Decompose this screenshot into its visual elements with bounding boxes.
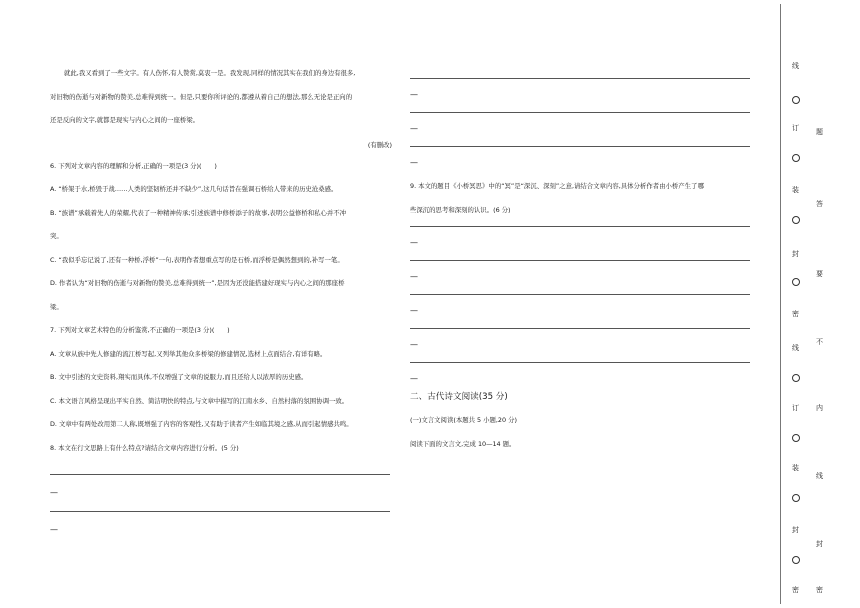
answer-dash: —	[410, 158, 418, 167]
subsection-title: (一)文言文阅读(本题共 5 小题,20 分)	[410, 416, 517, 424]
binding-char: 不	[816, 338, 823, 346]
passage-line: 对旧物的伤逝与对新物的赞美,总难得到统一。但是,只要你所评论的,都遵从着自己的想法,那么无论是正向的	[50, 92, 353, 101]
binding-char: 密	[816, 586, 823, 594]
binding-char: 装	[792, 186, 799, 194]
question-6-option-b-cont: 突。	[50, 232, 63, 240]
answer-dash: —	[410, 306, 418, 315]
answer-dash: —	[50, 525, 58, 534]
binding-circle-icon	[792, 96, 800, 104]
question-9-stem: 9. 本文的题目《小桥冥思》中的“冥”是“深沉、深刻”之意,请结合文章内容,具体分析作者由小桥产生了哪	[410, 182, 704, 190]
binding-margin	[780, 0, 860, 608]
answer-dash: —	[410, 238, 418, 247]
question-6-option-c: C. “我似乎忘记说了,还有一种桥,浮桥”一句,表明作者想重点写的是石桥,而浮桥是偶然想到的,补写一笔。	[50, 255, 344, 264]
left-column	[50, 62, 392, 534]
question-7-option-a: A. 文章从族中先人修建的流江桥写起,又列举其他众多桥梁的修建情况,选材上点面结合,有详有略。	[50, 349, 327, 358]
binding-char: 线	[816, 472, 823, 480]
binding-char: 订	[792, 124, 799, 132]
binding-circle-icon	[792, 494, 800, 502]
source-note: (有删改)	[367, 140, 392, 149]
passage-line: 就此,我又看到了一些文字。有人伤怀,有人赞赏,莫衷一是。我发现,同样的情况其实在我们的身边有很多,	[64, 69, 356, 77]
binding-char: 密	[792, 586, 799, 594]
answer-dash: —	[410, 124, 418, 133]
binding-char: 题	[816, 128, 823, 136]
question-6-option-d: D. 作者认为“对旧物的伤逝与对新物的赞美,总难得到统一”,是因为还没能搭建好现实与内心之间的那座桥	[50, 279, 345, 287]
binding-char: 线	[792, 344, 799, 352]
passage-line: 还是反向的文字,就都是现实与内心之间的一座桥梁。	[50, 116, 200, 124]
answer-dash: —	[410, 90, 418, 99]
binding-char: 要	[816, 270, 823, 278]
binding-circle-icon	[792, 556, 800, 564]
binding-char: 装	[792, 464, 799, 472]
question-6-option-b: B. “族谱”承载着先人的荣耀,代表了一种精神传承;引述族谱中修桥添子的故事,表明公益修桥和私心并不冲	[50, 208, 347, 217]
question-7-option-c: C. 本文语言风格呈现出平实自然、简洁明快的特点,与文章中描写的江南水乡、自然村落的氛围协调一致。	[50, 396, 349, 405]
answer-dash: —	[410, 340, 418, 349]
answer-dash: —	[410, 272, 418, 281]
question-6-stem: 6. 下列对文章内容的理解和分析,正确的一项是(3 分)( )	[50, 161, 217, 170]
binding-circle-icon	[792, 216, 800, 224]
binding-circle-icon	[792, 434, 800, 442]
question-8-stem: 8. 本文在行文思路上有什么特点?请结合文章内容进行分析。(5 分)	[50, 443, 239, 452]
binding-char: 订	[792, 404, 799, 412]
binding-char: 线	[792, 62, 799, 70]
question-6-option-a: A. “桥架于水,桥毁于战……人类的坚韧桥还并不缺少”,这几句话旨在强调石桥给人带来的历史沧桑感。	[50, 185, 338, 193]
question-6-option-d-cont: 梁。	[50, 302, 63, 311]
binding-char: 密	[792, 310, 799, 318]
binding-line	[780, 4, 781, 604]
answer-dash: —	[50, 488, 58, 497]
binding-char: 内	[816, 404, 823, 412]
binding-char: 封	[816, 540, 823, 548]
binding-circle-icon	[792, 154, 800, 162]
binding-char: 答	[816, 200, 823, 208]
question-9-stem-cont: 些深沉的思考和深刻的认识。(6 分)	[410, 205, 511, 214]
question-7-option-b: B. 文中引述的文史资料,翔实而具体,不仅增强了文章的说服力,而且还给人以浓厚的历史感。	[50, 373, 308, 381]
reading-instruction: 阅读下面的文言文,完成 10—14 题。	[410, 440, 516, 448]
right-column	[410, 62, 748, 451]
binding-circle-icon	[792, 278, 800, 286]
question-7-stem: 7. 下列对文章艺术特色的分析鉴赏,不正确的一项是(3 分)( )	[50, 326, 230, 334]
binding-char: 封	[792, 250, 799, 258]
answer-dash: —	[410, 374, 418, 383]
binding-char: 封	[792, 526, 799, 534]
question-7-option-d: D. 文章中有两处改用第二人称,既增强了内容的客观性,又有助于读者产生如临其境之感,从而引起情感共鸣。	[50, 420, 353, 428]
section-title: 二、古代诗文阅读(35 分)	[410, 392, 508, 402]
binding-circle-icon	[792, 374, 800, 382]
